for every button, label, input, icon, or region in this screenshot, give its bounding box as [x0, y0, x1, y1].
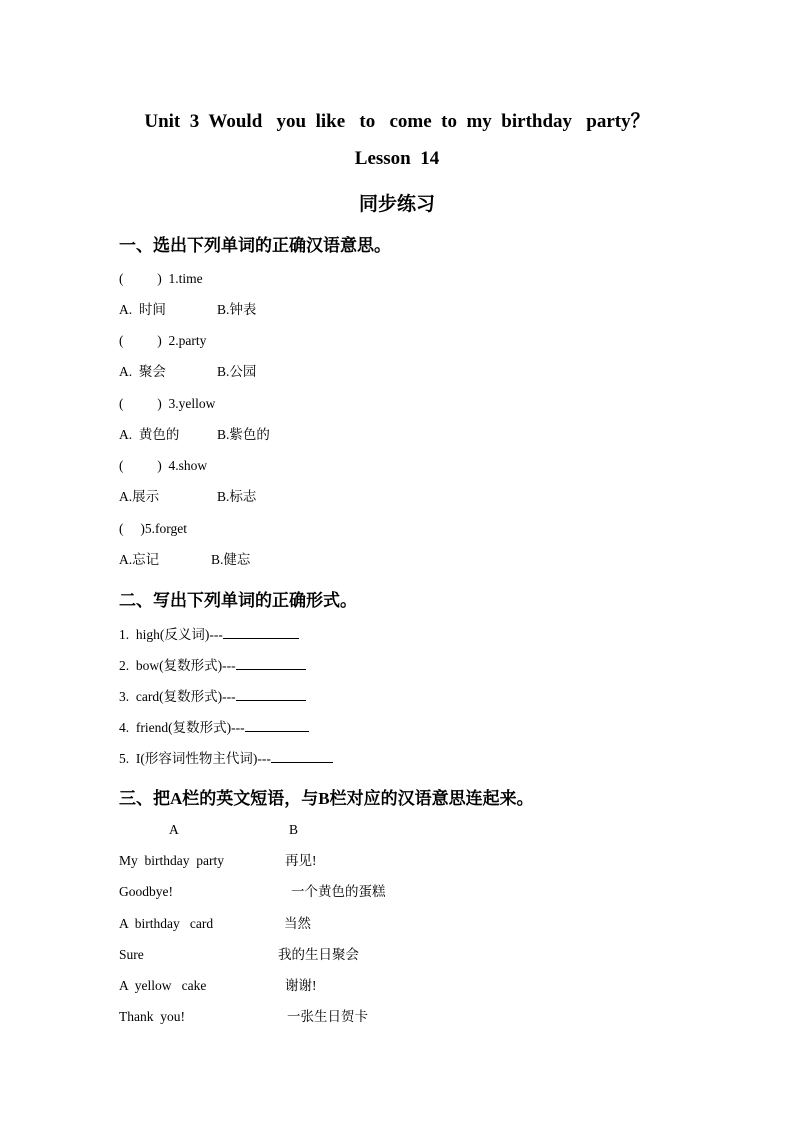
phrase-a: A yellow cake: [119, 978, 207, 993]
phrase-a: Goodbye!: [119, 884, 173, 899]
option-a: A.忘记: [119, 552, 160, 567]
fill-item: [119, 718, 309, 736]
meaning-b: 再见!: [285, 853, 317, 868]
fill-item: [119, 687, 306, 705]
phrase-a: Thank you!: [119, 1009, 185, 1024]
meaning-b: 一个黄色的蛋糕: [291, 884, 386, 899]
answer-blank[interactable]: [245, 718, 309, 732]
fill-item: [119, 656, 306, 674]
phrase-a: My birthday party: [119, 853, 224, 868]
fill-item: [119, 749, 333, 767]
fill-item-prompt: 1. high(反义词)---: [119, 627, 223, 642]
option-a: A. 时间: [119, 302, 166, 317]
fill-item-prompt: 4. friend(复数形式)---: [119, 720, 245, 735]
question-stem: ( )5.forget: [119, 521, 187, 536]
phrase-a: A birthday card: [119, 916, 214, 931]
meaning-b: 我的生日聚会: [278, 947, 359, 962]
fill-item-prompt: 2. bow(复数形式)---: [119, 658, 236, 673]
fill-item-prompt: 3. card(复数形式)---: [119, 689, 236, 704]
answer-blank[interactable]: [236, 656, 306, 670]
section-2-heading: 二、写出下列单词的正确形式。: [119, 591, 357, 610]
option-b: B.钟表: [217, 302, 257, 317]
meaning-b: 当然: [284, 916, 311, 931]
option-a: A. 聚会: [119, 364, 166, 379]
section-3-heading: 三、把A栏的英文短语，与B栏对应的汉语意思连起来。: [119, 789, 534, 808]
question-stem: ( ) 4.show: [119, 458, 208, 473]
fill-item: [119, 625, 299, 643]
lesson-title: Lesson 14: [354, 148, 440, 169]
phrase-a: Sure: [119, 947, 144, 962]
answer-blank[interactable]: [236, 687, 306, 701]
meaning-b: 谢谢!: [285, 978, 317, 993]
question-stem: ( ) 3.yellow: [119, 396, 216, 411]
option-b: B.公园: [217, 364, 257, 379]
column-a-header: A: [169, 822, 179, 837]
unit-title: Unit 3 Would you like to come to my birthday party？: [144, 111, 650, 132]
column-b-header: B: [289, 822, 299, 837]
answer-blank[interactable]: [271, 749, 333, 763]
option-a: A.展示: [119, 489, 160, 504]
answer-blank[interactable]: [223, 625, 299, 639]
option-b: B.标志: [217, 489, 257, 504]
question-stem: ( ) 2.party: [119, 333, 207, 348]
option-a: A. 黄色的: [119, 427, 180, 442]
option-b: B.紫色的: [217, 427, 270, 442]
exercise-subtitle: 同步练习: [358, 194, 435, 215]
fill-item-prompt: 5. I(形容词性物主代词)---: [119, 751, 271, 766]
question-stem: ( ) 1.time: [119, 271, 203, 286]
option-b: B.健忘: [211, 552, 251, 567]
meaning-b: 一张生日贺卡: [287, 1009, 368, 1024]
section-1-heading: 一、选出下列单词的正确汉语意思。: [119, 236, 391, 255]
